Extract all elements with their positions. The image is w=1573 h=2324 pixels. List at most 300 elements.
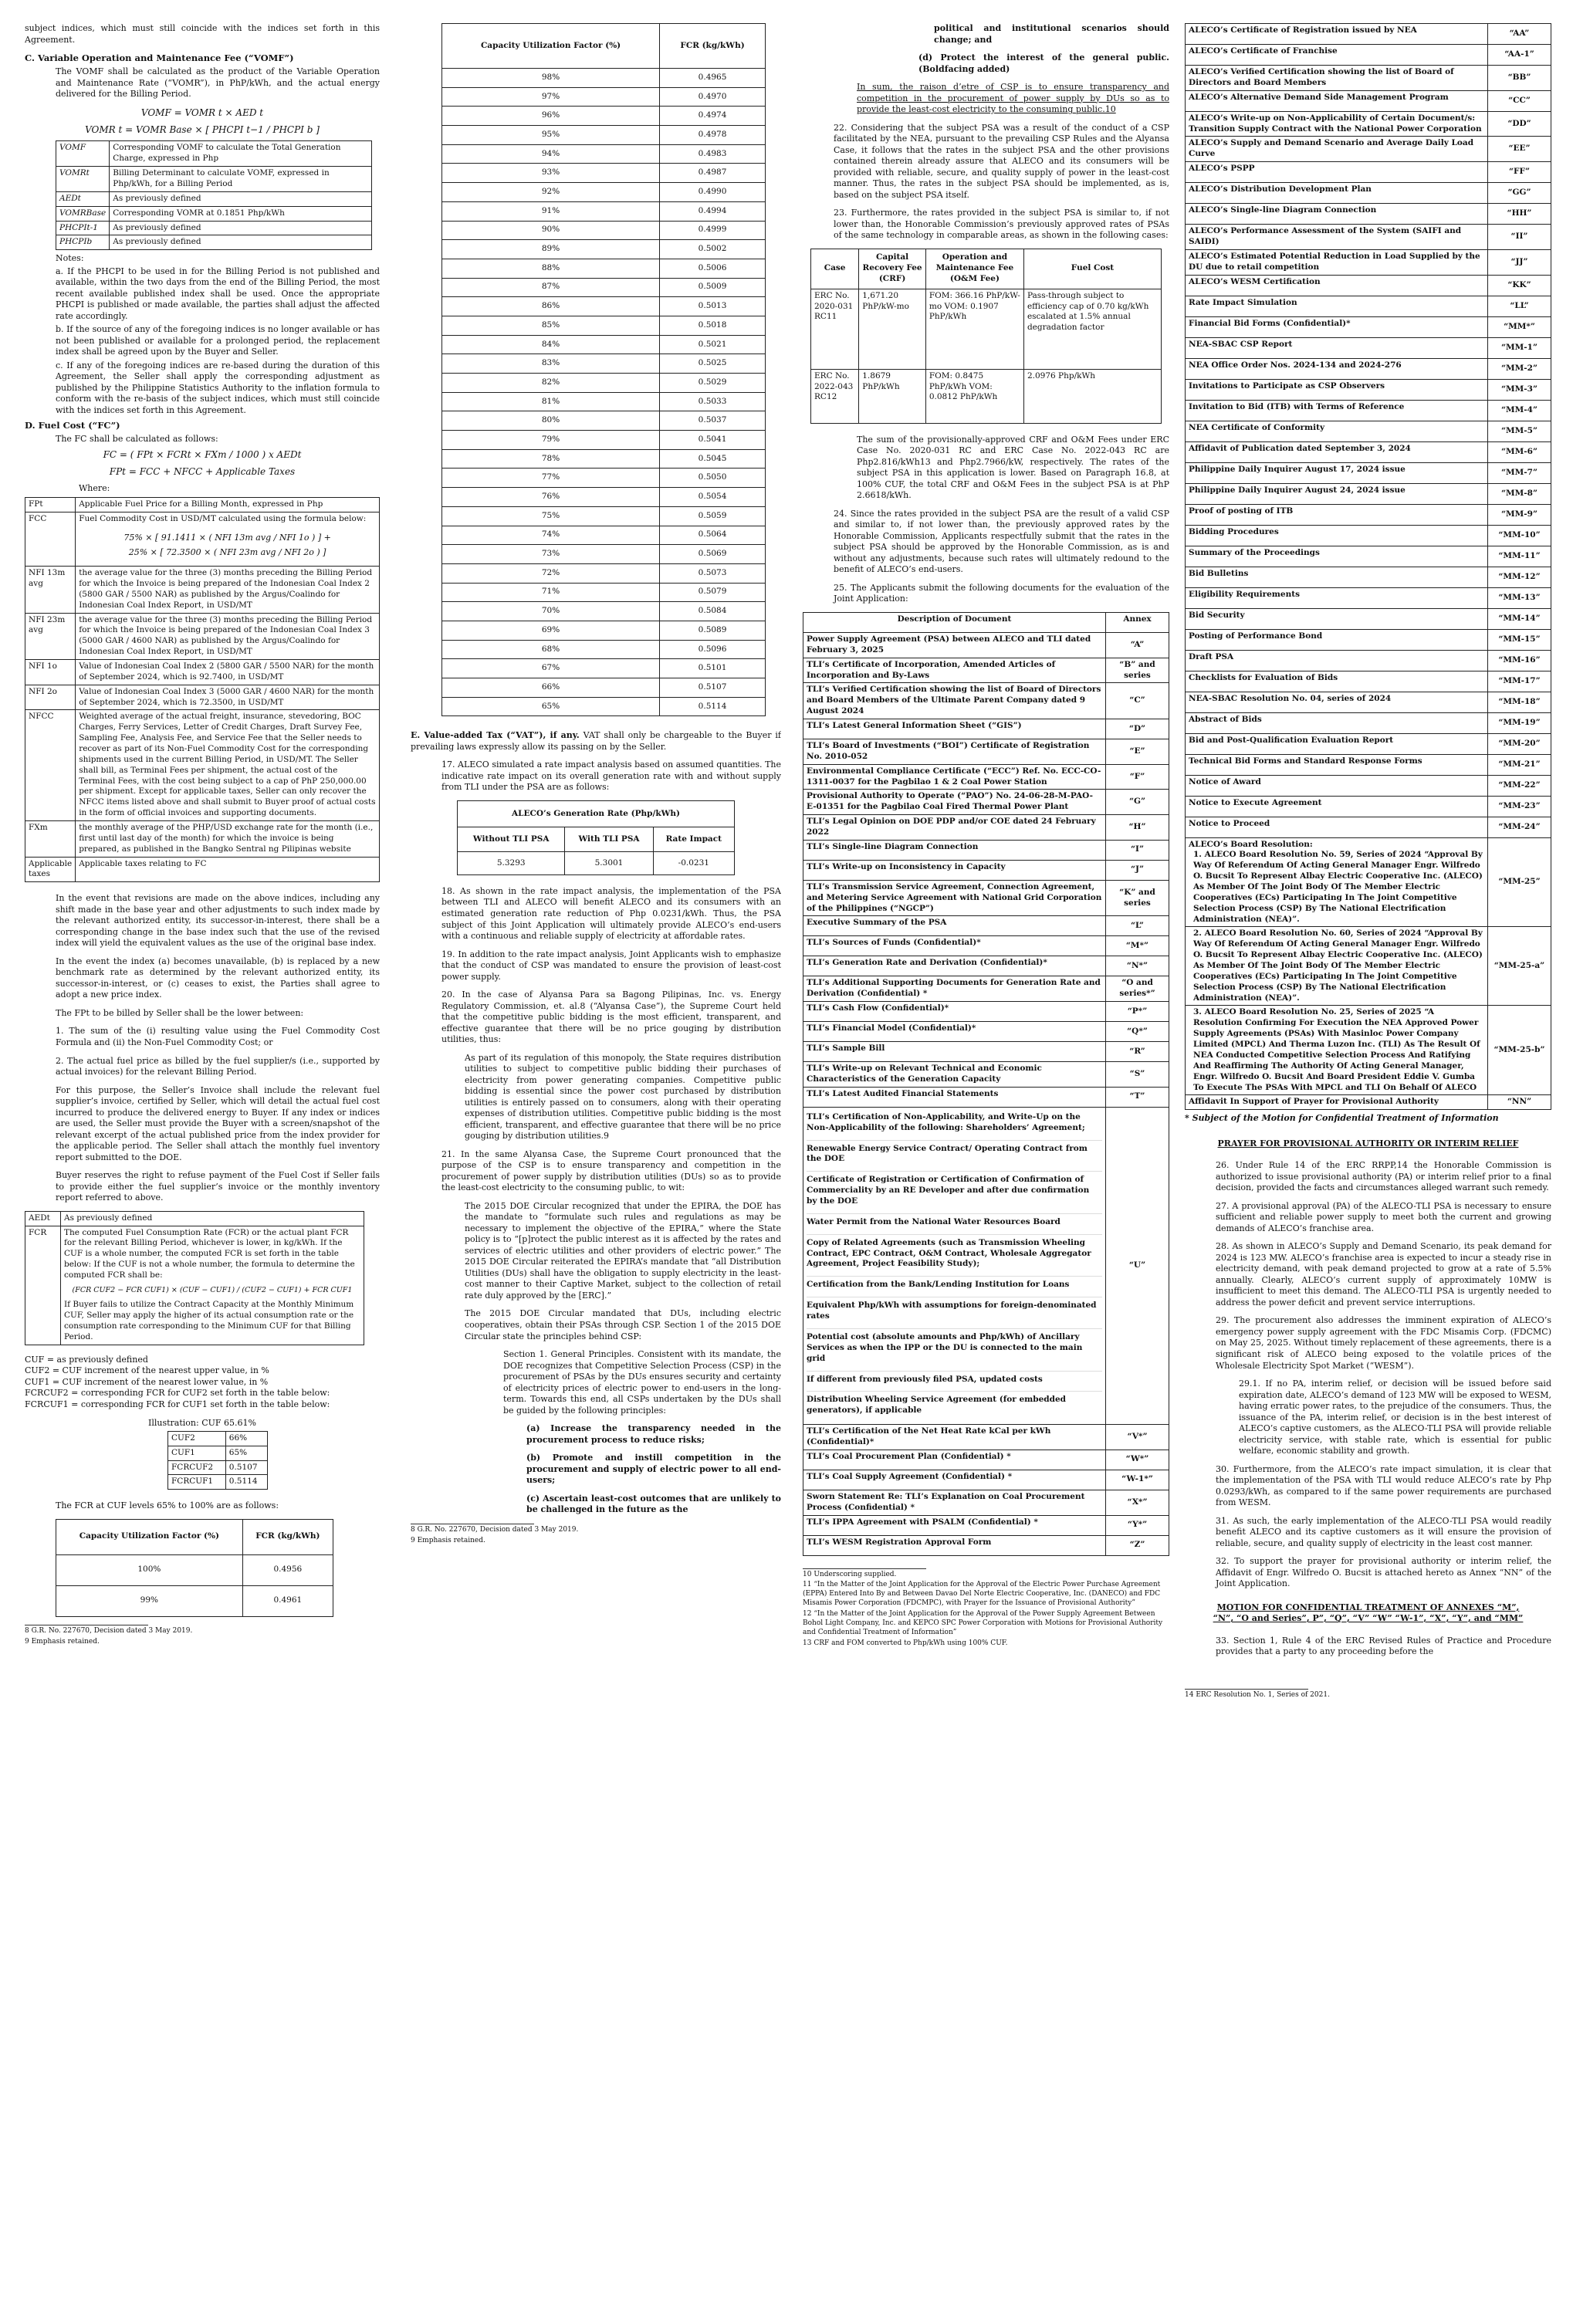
annex-u-item: Potential cost (absolute amounts and Php/kWh) of Ancillary Services as when the IPP or the DU is connected to the main grid xyxy=(807,1328,1102,1371)
annex-u-item: If different from previously filed PSA, updated costs xyxy=(807,1371,1102,1392)
quote-21f: (c) Ascertain least-cost outcomes that are unlikely to be challenged in the future as the xyxy=(526,1493,781,1515)
cuf-value: 77% xyxy=(442,469,660,488)
vomf-definitions-table xyxy=(56,140,372,250)
annex-row xyxy=(803,1002,1169,1022)
annex-description: Posting of Performance Bond xyxy=(1186,629,1488,650)
annex-description: Summary of the Proceedings xyxy=(1186,546,1488,567)
annex-row xyxy=(1186,754,1551,775)
annex-u-item: TLI’s Certification of Non-Applicability, and Write-Up on the Non-Applicability of the following: Shareholders’ Agreement; xyxy=(807,1111,1085,1132)
fcr-value: 0.5033 xyxy=(660,392,766,411)
annex-label: “P*” xyxy=(1106,1002,1169,1022)
paragraph-26: 26. Under Rule 14 of the ERC RRPP,14 the Honorable Commission is authorized to issue provisional authority (PA) or interim relief prior to a final decision, provided the facts and circumstances alleged warrant such remedy. xyxy=(1216,1160,1551,1193)
footnote: 8 G.R. No. 227670, Decision dated 3 May 2019. xyxy=(25,1626,193,1635)
annex-description: NEA-SBAC Resolution No. 04, series of 2024 xyxy=(1186,692,1488,712)
annex-description: TLI’s Coal Supply Agreement (Confidential) * xyxy=(803,1470,1106,1490)
cell: FCRCUF2 xyxy=(168,1460,226,1475)
annex-u-item: Certification from the Bank/Lending Institution for Loans xyxy=(807,1276,1102,1297)
note: c. If any of the foregoing indices are re-based during the duration of this Agreement, the Seller shall apply the corresponding adjustment as published by the Philippine Statistics Authority to the inflation formula to conform with the re-basis of the subject indices, which must still coincide with the indices set forth in this Agreement. xyxy=(56,360,380,415)
fcr-value: 0.4990 xyxy=(660,183,766,202)
annex-label: “MM-18” xyxy=(1488,692,1551,712)
annex-label: “O and series*” xyxy=(1106,976,1169,1002)
annex-description: Proof of posting of ITB xyxy=(1186,504,1488,525)
annex-description: TLI’s Latest Audited Financial Statements xyxy=(803,1087,1106,1107)
quote-21b: The 2015 DOE Circular mandated that DUs, including electric cooperatives, obtain their PSAs through CSP. Section 1 of the 2015 DOE Circular state the principles behind CSP: xyxy=(465,1308,781,1341)
cuf-value: 92% xyxy=(442,183,660,202)
table-row xyxy=(442,354,766,374)
paragraph: The FC shall be calculated as follows: xyxy=(56,433,218,444)
footnote: 9 Emphasis retained. xyxy=(411,1536,485,1544)
annex-row xyxy=(1186,45,1551,66)
annex-label: “R” xyxy=(1106,1042,1169,1062)
annex-label: “MM-15” xyxy=(1488,629,1551,650)
annex-label: “D” xyxy=(1106,719,1169,739)
annex-row xyxy=(803,976,1169,1002)
cuf-value: 68% xyxy=(442,640,660,659)
paragraph-29-1: 29.1. If no PA, interim relief, or decision will be issued before said expiration date, ALECO’s demand of 123 MW will be exposed to WESM, having erratic power rates, to the prejudice of the consumers. Thus, the issuance of the PA, interim relief, or decision is in the best interest of ALECO’s captive customers, as the ALECO-TLI PSA will provide reliable electricity service, with stable rate, which is essential for public welfare, economic stability and growth. xyxy=(1239,1379,1551,1456)
definition-row xyxy=(56,235,372,250)
annex-row xyxy=(1186,817,1551,837)
column-header: Fuel Cost xyxy=(1023,249,1161,289)
annex-row xyxy=(803,1062,1169,1088)
annex-row xyxy=(803,1425,1169,1450)
term: PHCPIt-1 xyxy=(56,221,110,235)
annex-description: Bid Bulletins xyxy=(1186,567,1488,587)
cuf-value: 80% xyxy=(442,411,660,431)
cell: CUF1 xyxy=(168,1446,226,1460)
fcr-value: 0.5069 xyxy=(660,545,766,564)
annex-description: TLI’s Latest General Information Sheet (“GIS”) xyxy=(803,719,1106,739)
cell: 100% xyxy=(56,1554,243,1585)
annex-label: “T” xyxy=(1106,1087,1169,1107)
cuf-value: 95% xyxy=(442,126,660,145)
note: a. If the PHCPI to be used in for the Billing Period is not published and available, within the two days from the end of the Billing Period, the most recent available published index shall be used. Once the appropriate PHCPI is published or made available, the parties shall adjust the affected rate accordingly. xyxy=(56,266,380,321)
table-row xyxy=(442,297,766,316)
cell: FOM: 366.16 PhP/kW-mo VOM: 0.1907 PhP/kWh xyxy=(925,289,1023,369)
fcr-value: 0.5041 xyxy=(660,431,766,450)
annex-description: ALECO’s Estimated Potential Reduction in Load Supplied by the DU due to retail competition xyxy=(1186,249,1488,275)
column-header: Description of Document xyxy=(803,612,1106,632)
definition: Applicable Fuel Price for a Billing Month, expressed in Php xyxy=(76,498,380,512)
cuf-value: 85% xyxy=(442,316,660,335)
paragraph: The VOMF shall be calculated as the product of the Variable Operation and Maintenance Rate (“VOMR”), in PhP/kWh, and the actual energy delivered for the Billing Period. xyxy=(56,66,380,100)
definition-row xyxy=(56,221,372,235)
cuf-value: 74% xyxy=(442,526,660,545)
annex-label: “Q*” xyxy=(1106,1022,1169,1042)
confidential-note: * Subject of the Motion for Confidential Treatment of Information xyxy=(1185,1113,1499,1124)
cuf-value: 87% xyxy=(442,278,660,297)
cuf-value: 94% xyxy=(442,144,660,164)
annex-row xyxy=(1186,608,1551,629)
quote-21e: (b) Promote and instill competition in the procurement and supply of electric power to all end-users; xyxy=(526,1453,781,1486)
annex-u-item: Equivalent Php/kWh with assumptions for foreign-denominated rates xyxy=(807,1297,1102,1328)
table-row xyxy=(442,640,766,659)
annex-description: Draft PSA xyxy=(1186,650,1488,671)
annex-row xyxy=(1186,587,1551,608)
term: NFCC xyxy=(25,710,76,821)
paragraph-25: 25. The Applicants submit the following documents for the evaluation of the Joint Application: xyxy=(834,582,1169,604)
board-resolution: 2. ALECO Board Resolution No. 60, Series of 2024 “Approval By Way Of Referendum Of Acting General Manager Engr. Wilfredo O. Bucsit To Represent Albay Electric Cooperative Inc. (ALECO) As Member Of The Joint Body Of The Member Electric Cooperatives (ECs) Participating In The Joint Competitive Selection Process (CSP) By The National Electrification Administration (NEA)”. xyxy=(1186,927,1488,1006)
table-row xyxy=(442,659,766,678)
term: NFI 2o xyxy=(25,685,76,710)
annex-label: “I” xyxy=(1106,840,1169,860)
cuf-value: 98% xyxy=(442,69,660,88)
cell: 66% xyxy=(225,1431,267,1446)
term: VOMRBase xyxy=(56,206,110,221)
annex-u-item: Water Permit from the National Water Resources Board xyxy=(807,1213,1102,1234)
fcr-definitions-table xyxy=(25,1211,364,1345)
annex-table-part-2 xyxy=(1185,23,1551,1110)
annex-description: Checklists for Evaluation of Bids xyxy=(1186,671,1488,692)
paragraph-21: 21. In the same Alyansa Case, the Supreme Court pronounced that the purpose of the CSP is to ensure transparency and competition in the procurement of power supply by distribution utilities (DUs) so as to provide the least-cost electricity to the consuming public, to wit: xyxy=(441,1148,781,1193)
column-header: Case xyxy=(811,249,859,289)
footnote: 11 “In the Matter of the Joint Application for the Approval of the Electric Power Purchase Agreement (EPPA) Entered Into By and Between Davao Del Norte Electric Cooperative, Inc. (DANECO) and FDC Misamis Power Corporation (FDCMPC), with Prayer for the Issuance of Provisional Authority” xyxy=(803,1581,1161,1608)
annex-description: Philippine Daily Inquirer August 17, 2024 issue xyxy=(1186,462,1488,483)
cell: 0.4961 xyxy=(242,1585,333,1616)
paragraph-sum-2: The sum of the provisionally-approved CRF and O&M Fees under ERC Case No. 2020-031 RC and ERC Case No. 2022-043 RC are Php2.816/kWh13 and Php2.7966/kW, respectively. The rates of the subject PSA in this application is lower. Based on Paragraph 16.8, at 100% CUF, the total CRF and O&M Fees in the subject PSA is at PhP 2.6618/kWh. xyxy=(857,434,1169,501)
cuf-value: 75% xyxy=(442,506,660,526)
annex-label: “DD” xyxy=(1488,111,1551,137)
column-header: Without TLI PSA xyxy=(458,827,565,851)
annex-label: “L” xyxy=(1106,916,1169,936)
annex-row xyxy=(1186,358,1551,379)
cuf-value: 91% xyxy=(442,201,660,221)
annex-label: “BB” xyxy=(1488,66,1551,91)
quote-d: (d) Protect the interest of the general public. (Boldfacing added) xyxy=(918,52,1169,74)
table-row xyxy=(442,392,766,411)
definition: the average value for the three (3) months preceding the Billing Period for which the Invoice is being prepared of the Indonesian Coal Index 2 (5800 GAR / 5500 NAR) as published by the Argus/Coalindo for Indonesian Coal Index Report, in USD/MT xyxy=(76,567,380,613)
annex-description: ALECO’s Certificate of Registration issued by NEA xyxy=(1186,24,1488,45)
fcr-value: 0.5059 xyxy=(660,506,766,526)
fcr-value: 0.5073 xyxy=(660,563,766,583)
definition-row xyxy=(56,141,372,167)
where-label: Where: xyxy=(79,482,110,493)
annex-row xyxy=(803,719,1169,739)
definition-row xyxy=(56,191,372,206)
footnote: 14 ERC Resolution No. 1, Series of 2021. xyxy=(1185,1690,1330,1699)
annex-row xyxy=(1186,733,1551,754)
fcr-value: 0.5107 xyxy=(660,678,766,698)
annex-label: “MM-25” xyxy=(1488,837,1551,927)
annex-label: “HH” xyxy=(1488,204,1551,225)
paragraph: In the event the index (a) becomes unavailable, (b) is replaced by a new benchmark rate as determined by the relevant authorized entity, its successor-in-interest, or (c) ceases to exist, the Parties shall agree to adopt a new price index. xyxy=(56,956,380,1000)
annex-u-item: Renewable Energy Service Contract/ Operating Contract from the DOE xyxy=(807,1140,1102,1172)
fcr-value: 0.5101 xyxy=(660,659,766,678)
annex-row xyxy=(1186,162,1551,183)
definition-cell xyxy=(61,1226,364,1345)
annex-row xyxy=(1186,249,1551,275)
annex-label: “AA” xyxy=(1488,24,1551,45)
definition: The computed Fuel Consumption Rate (FCR) or the actual plant FCR for the relevant Billing Period, whichever is lower, in kg/kWh. If the CUF is a whole number, the computed FCR is set forth in the table below: If the CUF is not a whole number, the formula to determine the computed FCR shall be: xyxy=(64,1227,355,1280)
cuf-value: 70% xyxy=(442,602,660,621)
annex-row xyxy=(1186,296,1551,316)
notes xyxy=(25,253,380,416)
annex-u-item: Copy of Related Agreements (such as Transmission Wheeling Contract, EPC Contract, O&M Contract, Wholesale Aggregator Agreement, Project Feasibility Study); xyxy=(807,1234,1102,1277)
annex-row xyxy=(803,790,1169,815)
annex-row xyxy=(1186,671,1551,692)
definition-row xyxy=(56,167,372,192)
column-header: Rate Impact xyxy=(653,827,734,851)
annex-description: Invitation to Bid (ITB) with Terms of Reference xyxy=(1186,400,1488,421)
annex-row xyxy=(1186,137,1551,162)
illustration-table xyxy=(167,1431,268,1490)
annex-description: Notice to Execute Agreement xyxy=(1186,796,1488,817)
annex-row xyxy=(1186,90,1551,111)
column-header: Capital Recovery Fee (CRF) xyxy=(859,249,926,289)
definition: Corresponding VOMF to calculate the Total Generation Charge, expressed in Php xyxy=(110,141,372,167)
annex-row xyxy=(1186,462,1551,483)
annex-description: ALECO’s Alternative Demand Side Management Program xyxy=(1186,90,1488,111)
cell: Pass-through subject to efficiency cap of 0.70 kg/kWh escalated at 1.5% annual degradation factor xyxy=(1023,289,1161,369)
annex-description: ALECO’s Certificate of Franchise xyxy=(1186,45,1488,66)
cell: 5.3293 xyxy=(458,851,565,874)
annex-label: “MM-3” xyxy=(1488,379,1551,400)
annex-label: “F” xyxy=(1106,764,1169,790)
definition-line: CUF1 = CUF increment of the nearest lower value, in % xyxy=(25,1376,269,1387)
annex-row xyxy=(803,1490,1169,1515)
column-header: With TLI PSA xyxy=(565,827,653,851)
table-row xyxy=(442,278,766,297)
cell: ERC No. 2020-031 RC11 xyxy=(811,289,859,369)
table-row xyxy=(442,69,766,88)
definition: Value of Indonesian Coal Index 3 (5000 GAR / 4600 NAR) for the month of September 2024, which is 72.3500, in USD/MT xyxy=(76,685,380,710)
fcr-value: 0.5084 xyxy=(660,602,766,621)
fcr-value: 0.5050 xyxy=(660,469,766,488)
fcr-value: 0.5013 xyxy=(660,297,766,316)
table-row xyxy=(442,583,766,602)
annex-label: “MM-11” xyxy=(1488,546,1551,567)
annex-description: Eligibility Requirements xyxy=(1186,587,1488,608)
annex-description: ALECO’s Supply and Demand Scenario and Average Daily Load Curve xyxy=(1186,137,1488,162)
annex-row xyxy=(1186,24,1551,45)
annex-label: “M*” xyxy=(1106,936,1169,956)
annex-label: “MM-23” xyxy=(1488,796,1551,817)
annex-description: Sworn Statement Re: TLI’s Explanation on Coal Procurement Process (Confidential) * xyxy=(803,1490,1106,1515)
comparable-cases-table xyxy=(810,249,1162,424)
annex-label: “MM-7” xyxy=(1488,462,1551,483)
definition-line: CUF2 = CUF increment of the nearest upper value, in % xyxy=(25,1365,269,1376)
table-row xyxy=(442,431,766,450)
fcc-formula-2: 25% × [ 72.3500 × ( NFI 23m avg / NFI 2o ) ] xyxy=(128,546,326,557)
list-item: 2. The actual fuel price as billed by the fuel supplier/s (i.e., supported by actual invoices) for the relevant Billing Period. xyxy=(56,1055,380,1077)
table-row xyxy=(442,183,766,202)
cell: ERC No. 2022-043 RC12 xyxy=(811,369,859,423)
annex-row xyxy=(1186,567,1551,587)
annex-label: “FF” xyxy=(1488,162,1551,183)
annex-row xyxy=(1186,483,1551,504)
cuf-value: 83% xyxy=(442,354,660,374)
annex-label: “MM-17” xyxy=(1488,671,1551,692)
annex-description: Affidavit of Publication dated September 3, 2024 xyxy=(1186,441,1488,462)
board-resolution-cell xyxy=(1186,837,1488,927)
annex-label: “MM-1” xyxy=(1488,337,1551,358)
annex-u-item: Distribution Wheeling Service Agreement (for embedded generators), if applicable xyxy=(807,1391,1102,1422)
annex-row xyxy=(803,739,1169,765)
annex-label: “MM-21” xyxy=(1488,754,1551,775)
column-header: Annex xyxy=(1106,612,1169,632)
annex-label: “MM-10” xyxy=(1488,525,1551,546)
annex-row xyxy=(1186,421,1551,441)
annex-description: Philippine Daily Inquirer August 24, 2024 issue xyxy=(1186,483,1488,504)
table-row xyxy=(442,316,766,335)
table-row xyxy=(442,506,766,526)
column-header: Capacity Utilization Factor (%) xyxy=(56,1519,243,1554)
annex-label: “MM-16” xyxy=(1488,650,1551,671)
annex-row xyxy=(803,658,1169,683)
annex-description: TLI’s Additional Supporting Documents for Generation Rate and Derivation (Confidential) * xyxy=(803,976,1106,1002)
annex-row xyxy=(803,1535,1169,1555)
fcr-formula: (FCR CUF2 − FCR CUF1) × (CUF − CUF1) / (CUF2 − CUF1) + FCR CUF1 xyxy=(72,1285,353,1294)
formula-vomf: VOMF = VOMR t × AED t xyxy=(140,107,264,118)
annex-label: “GG” xyxy=(1488,183,1551,204)
annex-label: “C” xyxy=(1106,683,1169,719)
annex-row xyxy=(803,840,1169,860)
column-4 xyxy=(1185,23,1551,2312)
annex-table-part-1 xyxy=(803,612,1169,1556)
table-row xyxy=(442,526,766,545)
column-header: FCR (kg/kWh) xyxy=(242,1519,333,1554)
definition-row xyxy=(56,206,372,221)
annex-label: “II” xyxy=(1488,225,1551,250)
column-3 xyxy=(803,23,1169,2312)
paragraph: The FPt to be billed by Seller shall be the lower between: xyxy=(56,1007,304,1018)
cuf-value: 67% xyxy=(442,659,660,678)
fcr-value: 0.5029 xyxy=(660,374,766,393)
annex-label: “U” xyxy=(1106,1107,1169,1424)
table-row xyxy=(442,201,766,221)
fcr-value: 0.5018 xyxy=(660,316,766,335)
table-row xyxy=(442,621,766,640)
paragraph-24: 24. Since the rates provided in the subject PSA are the result of a valid CSP and similar to, if not lower than, the previously approved rates by the Honorable Commission, Applicants respectfully submit that the rates in the subject PSA should be approved by the Honorable Commission, as is and without any adjustments, because such rates will ultimately redound to the benefit of ALECO’s end-users. xyxy=(834,508,1169,575)
paragraph xyxy=(411,730,781,753)
cuf-value: 76% xyxy=(442,488,660,507)
section-heading-prayer: PRAYER FOR PROVISIONAL AUTHORITY OR INTERIM RELIEF xyxy=(1217,1138,1519,1148)
paragraph-28: 28. As shown in ALECO’s Supply and Demand Scenario, its peak demand for 2024 is 123 MW. ALECO’s franchise area is expected to incur a steady rise in electricity demand, with peak demand projected to grow at a rate of 5.5% annually. Clearly, ALECO’s current supply of approximately 10MW is insufficient to meet this demand. The ALECO-TLI PSA is urgently needed to address the power deficit and prevent service interruptions. xyxy=(1216,1241,1551,1307)
annex-description: ALECO’s Single-line Diagram Connection xyxy=(1186,204,1488,225)
paragraph-17: 17. ALECO simulated a rate impact analysis based on assumed quantities. The indicative rate impact on its overall generation rate with and without supply from TLI under the PSA are as follows: xyxy=(441,759,781,793)
annex-description: Notice of Award xyxy=(1186,775,1488,796)
annex-label: “MM-12” xyxy=(1488,567,1551,587)
annex-row xyxy=(1186,66,1551,91)
annex-label: “S” xyxy=(1106,1062,1169,1088)
annex-label: “NN” xyxy=(1488,1095,1551,1110)
annex-description: TLI’s Board of Investments (“BOI”) Certificate of Registration No. 2010-052 xyxy=(803,739,1106,765)
paragraph-18: 18. As shown in the rate impact analysis, the implementation of the PSA between TLI and ALECO will benefit ALECO and its consumers with an estimated generation rate reduction of Php 0.0231/kWh. Thus, the PSA subject of this Joint Application will ultimately provide ALECO’s end-users with a continuous and reliable supply of electricity at affordable rates. xyxy=(441,885,781,942)
annex-description: Power Supply Agreement (PSA) between ALECO and TLI dated February 3, 2025 xyxy=(803,632,1106,658)
table-row xyxy=(442,488,766,507)
table-row xyxy=(442,335,766,354)
section-heading-vat: E. Value-added Tax (“VAT”), if any. xyxy=(411,730,580,741)
paragraph-29: 29. The procurement also addresses the imminent expiration of ALECO’s emergency power supply agreement with the FDC Misamis Corp. (FDCMC) on May 25, 2025. Without timely replacement of these agreements, there is a significant risk of ALECO being exposed to the volatile prices of the Wholesale Electricity Spot Market (“WESM”). xyxy=(1216,1315,1551,1371)
annex-row xyxy=(1186,650,1551,671)
fcr-value: 0.5021 xyxy=(660,335,766,354)
table-row xyxy=(442,374,766,393)
annex-description: TLI’s Single-line Diagram Connection xyxy=(803,840,1106,860)
fcc-formula-1: 75% × [ 91.1411 × ( NFI 13m avg / NFI 1o ) ] + xyxy=(123,533,331,543)
definition: As previously defined xyxy=(110,221,372,235)
annex-label: “G” xyxy=(1106,790,1169,815)
annex-u-description xyxy=(803,1107,1106,1424)
fcr-value: 0.5054 xyxy=(660,488,766,507)
annex-label: “Y*” xyxy=(1106,1515,1169,1535)
annex-row xyxy=(803,1470,1169,1490)
annex-label: “B” and series xyxy=(1106,658,1169,683)
fcr-value: 0.5089 xyxy=(660,621,766,640)
cell: 1.8679 PhP/kWh xyxy=(859,369,926,423)
formula-vomr: VOMR t = VOMR Base × [ PHCPI t−1 / PHCPI b ] xyxy=(85,123,320,135)
annex-label: “MM-22” xyxy=(1488,775,1551,796)
annex-label: “MM*” xyxy=(1488,316,1551,337)
term: FCC xyxy=(25,512,76,567)
term: NFI 13m avg xyxy=(25,567,76,613)
cuf-value: 72% xyxy=(442,563,660,583)
annex-row xyxy=(1186,225,1551,250)
annex-label: “MM-5” xyxy=(1488,421,1551,441)
term: VOMRt xyxy=(56,167,110,192)
paragraph-30: 30. Furthermore, from the ALECO’s rate impact simulation, it is clear that the implementation of the PSA with TLI would reduce ALECO’s rate by Php 0.0293/kWh, as compared to if the same power requirements are purchased from WESM. xyxy=(1216,1463,1551,1508)
paragraph: The FCR at CUF levels 65% to 100% are as follows: xyxy=(56,1500,279,1511)
annex-description: ALECO’s Distribution Development Plan xyxy=(1186,183,1488,204)
annex-description: TLI’s Certification of the Net Heat Rate kCal per kWh (Confidential)* xyxy=(803,1425,1106,1450)
cell: 0.5114 xyxy=(225,1475,267,1490)
fcr-value: 0.4978 xyxy=(660,126,766,145)
definition: the monthly average of the PHP/USD exchange rate for the month (i.e., first until last day of the month) for which the invoice is being prepared, as published in the Bangko Sentral ng Pilipinas website xyxy=(76,821,380,858)
annex-description: TLI’s Write-up on Relevant Technical and Economic Characteristics of the Generation Capacity xyxy=(803,1062,1106,1088)
annex-description: Executive Summary of the PSA xyxy=(803,916,1106,936)
definition: Value of Indonesian Coal Index 2 (5800 GAR / 5500 NAR) for the month of September 2024, which is 92.7400, in USD/MT xyxy=(76,659,380,685)
annex-row xyxy=(1186,316,1551,337)
table-row xyxy=(442,602,766,621)
annex-description: Bid Security xyxy=(1186,608,1488,629)
annex-row xyxy=(803,860,1169,880)
annex-row xyxy=(803,1087,1169,1107)
table-row xyxy=(442,411,766,431)
cuf-value: 78% xyxy=(442,449,660,469)
annex-description: TLI’s Financial Model (Confidential)* xyxy=(803,1022,1106,1042)
annex-label: “LL” xyxy=(1488,296,1551,316)
definition: As previously defined xyxy=(61,1211,364,1226)
annex-row xyxy=(1186,337,1551,358)
note: b. If the source of any of the foregoing indices is no longer available or has not been published or available for a prolonged period, the replacement index shall be agreed upon by the Buyer and Seller. xyxy=(56,324,380,357)
annex-u-list xyxy=(807,1109,1102,1422)
table-row xyxy=(442,87,766,107)
annex-label: “CC” xyxy=(1488,90,1551,111)
cuf-value: 96% xyxy=(442,107,660,126)
annex-row xyxy=(803,1515,1169,1535)
annex-label: “MM-25-b” xyxy=(1488,1006,1551,1095)
fcr-value: 0.5002 xyxy=(660,240,766,259)
quote-21d: (a) Increase the transparency needed in the procurement process to reduce risks; xyxy=(526,1423,781,1445)
fcr-value: 0.4994 xyxy=(660,201,766,221)
paragraph-22: 22. Considering that the subject PSA was a result of the conduct of a CSP facilitated by the NEA, pursuant to the prevailing CSP Rules and the Alyansa Case, it follows that the rates in the subject PSA and the other provisions contained therein already assure that ALECO and its consumers will be provided with reliable, secure, and quality supply of power in the least-cost manner. Thus, the rates in the subject PSA should be implemented, as is, based on the subject PSA itself. xyxy=(834,122,1169,200)
formula-fc: FC = ( FPt × FCRt × FXm / 1000 ) x AEDt xyxy=(103,449,302,461)
fcr-value: 0.5114 xyxy=(660,697,766,716)
annex-description: TLI’s Write-up on Inconsistency in Capacity xyxy=(803,860,1106,880)
column-header: Capacity Utilization Factor (%) xyxy=(442,24,660,69)
footnote-rule xyxy=(803,1568,926,1569)
annex-row xyxy=(803,683,1169,719)
annex-label: “EE” xyxy=(1488,137,1551,162)
definition: As previously defined xyxy=(110,235,372,250)
table-row xyxy=(442,144,766,164)
annex-label: “V*” xyxy=(1106,1425,1169,1450)
fcr-value: 0.5064 xyxy=(660,526,766,545)
definition-line: FCRCUF1 = corresponding FCR for CUF1 set forth in the table below: xyxy=(25,1399,330,1409)
annex-label: “JJ” xyxy=(1488,249,1551,275)
table-title: ALECO’s Generation Rate (Php/kWh) xyxy=(458,800,735,827)
annex-description: ALECO’s Verified Certification showing the list of Board of Directors and Board Members xyxy=(1186,66,1488,91)
fuel-cost-definitions-table xyxy=(25,497,380,882)
quote-21a: The 2015 DOE Circular recognized that under the EPIRA, the DOE has the mandate to “formulate such rules and regulations as may be necessary to implement the objective of the EPIRA,” where the State policy is to “[p]rotect the public interest as it is affected by the rates and services of electric utilities and other providers of electric power.” The 2015 DOE Circular reiterated the EPIRA’s mandate that “all Distribution Utilities (DUs) shall have the obligation to supply electricity in the least-cost manner to their Captive Market, subject to the collection of retail rate duly approved by the [ERC].” xyxy=(465,1200,781,1301)
